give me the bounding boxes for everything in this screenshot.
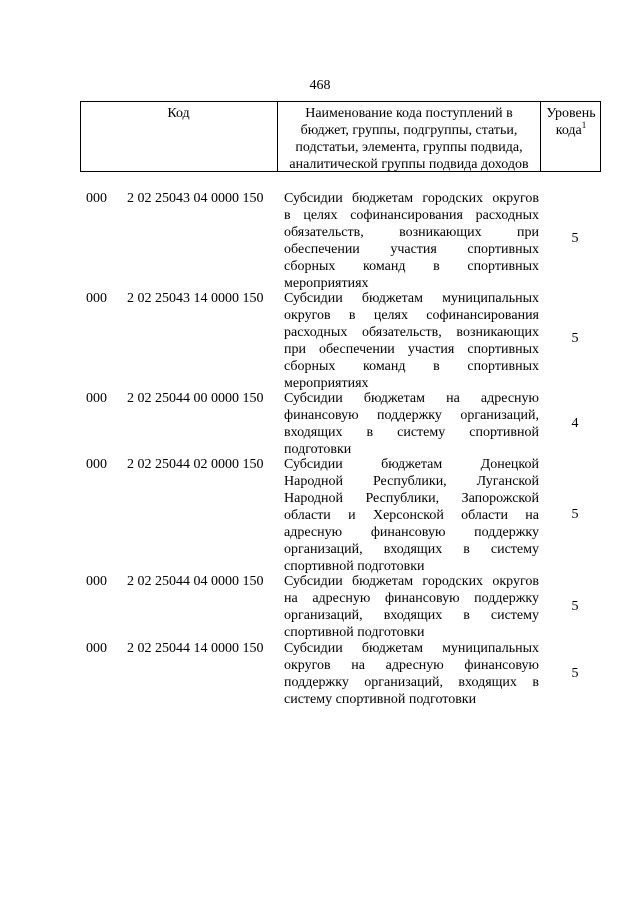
header-name-line: аналитической группы подвида доходов — [289, 157, 529, 172]
revenue-code: 2 02 25044 04 0000 150 — [127, 574, 264, 589]
admin-code: 000 — [86, 457, 107, 472]
revenue-name-line: Субсидии бюджетам Донецкой — [284, 457, 539, 472]
revenue-name — [284, 640, 539, 708]
revenue-name-line: Субсидии бюджетам муниципальных — [284, 291, 539, 306]
revenue-code: 2 02 25044 02 0000 150 — [127, 457, 264, 472]
revenue-name-line: сборных команд в спортивных — [284, 259, 539, 274]
header-level-line: Уровень — [546, 106, 596, 121]
admin-code: 000 — [86, 391, 107, 406]
code-level: 4 — [571, 416, 579, 431]
revenue-name-line: Субсидии бюджетам на адресную — [284, 391, 539, 406]
revenue-name-line: обязательств, возникающих при — [284, 225, 539, 240]
code-level: 5 — [571, 599, 579, 614]
revenue-name-line: мероприятиях — [284, 376, 369, 391]
revenue-name-line: спортивной подготовки — [284, 559, 425, 574]
revenue-name-line: Народной Республики, Запорожской — [284, 491, 539, 506]
revenue-name-line: в целях софинансирования расходных — [284, 208, 539, 223]
revenue-name-line: спортивной подготовки — [284, 625, 425, 640]
revenue-name-line: входящих в систему спортивной — [284, 425, 539, 440]
header-name-line: Наименование кода поступлений в — [305, 106, 513, 121]
admin-code: 000 — [86, 641, 107, 656]
header-name-line: бюджет, группы, подгруппы, статьи, — [300, 123, 518, 138]
revenue-name — [284, 290, 539, 392]
revenue-name-line: организаций, входящих в систему — [284, 542, 539, 557]
revenue-name-line: Субсидии бюджетам городских округов — [284, 191, 539, 206]
code-level: 5 — [571, 331, 579, 346]
admin-code: 000 — [86, 574, 107, 589]
revenue-code: 2 02 25044 14 0000 150 — [127, 641, 264, 656]
revenue-name-line: финансовую поддержку организаций, — [284, 408, 539, 423]
revenue-name-line: расходных обязательств, возникающих — [284, 325, 539, 340]
revenue-name-line: округов на адресную финансовую — [284, 658, 539, 673]
revenue-name-line: Субсидии бюджетам городских округов — [284, 574, 539, 589]
code-level: 5 — [571, 666, 579, 681]
header-name-line: подстатьи, элемента, группы подвида, — [295, 140, 523, 155]
revenue-name-line: сборных команд в спортивных — [284, 359, 539, 374]
header-code: Код — [167, 106, 190, 121]
revenue-code: 2 02 25044 00 0000 150 — [127, 391, 264, 406]
revenue-name-line: области и Херсонской области на — [284, 508, 539, 523]
revenue-name-line: при обеспечении участия спортивных — [284, 342, 539, 357]
revenue-name — [284, 573, 539, 641]
footnote-marker: 1 — [581, 120, 587, 130]
revenue-name — [284, 390, 539, 458]
revenue-name-line: организаций, входящих в систему — [284, 608, 539, 623]
revenue-name — [284, 190, 539, 292]
revenue-code: 2 02 25043 14 0000 150 — [127, 291, 264, 306]
revenue-name-line: поддержку организаций, входящих в — [284, 675, 539, 690]
revenue-name-line: подготовки — [284, 442, 352, 457]
revenue-name-line: систему спортивной подготовки — [284, 692, 477, 707]
revenue-name-line: округов в целях софинансирования — [284, 308, 539, 323]
header-level-label: кода — [555, 123, 582, 138]
revenue-name-line: адресную финансовую поддержку — [284, 525, 539, 540]
admin-code: 000 — [86, 291, 107, 306]
revenue-name-line: Народной Республики, Луганской — [284, 474, 539, 489]
code-level: 5 — [571, 507, 579, 522]
revenue-name-line: Субсидии бюджетам муниципальных — [284, 641, 539, 656]
code-level: 5 — [571, 231, 579, 246]
revenue-name — [284, 456, 539, 575]
revenue-name-line: мероприятиях — [284, 276, 369, 291]
revenue-name-line: на адресную финансовую поддержку — [284, 591, 539, 606]
page-number: 468 — [309, 78, 331, 93]
revenue-code: 2 02 25043 04 0000 150 — [127, 191, 264, 206]
admin-code: 000 — [86, 191, 107, 206]
revenue-name-line: обеспечении участия спортивных — [284, 242, 539, 257]
